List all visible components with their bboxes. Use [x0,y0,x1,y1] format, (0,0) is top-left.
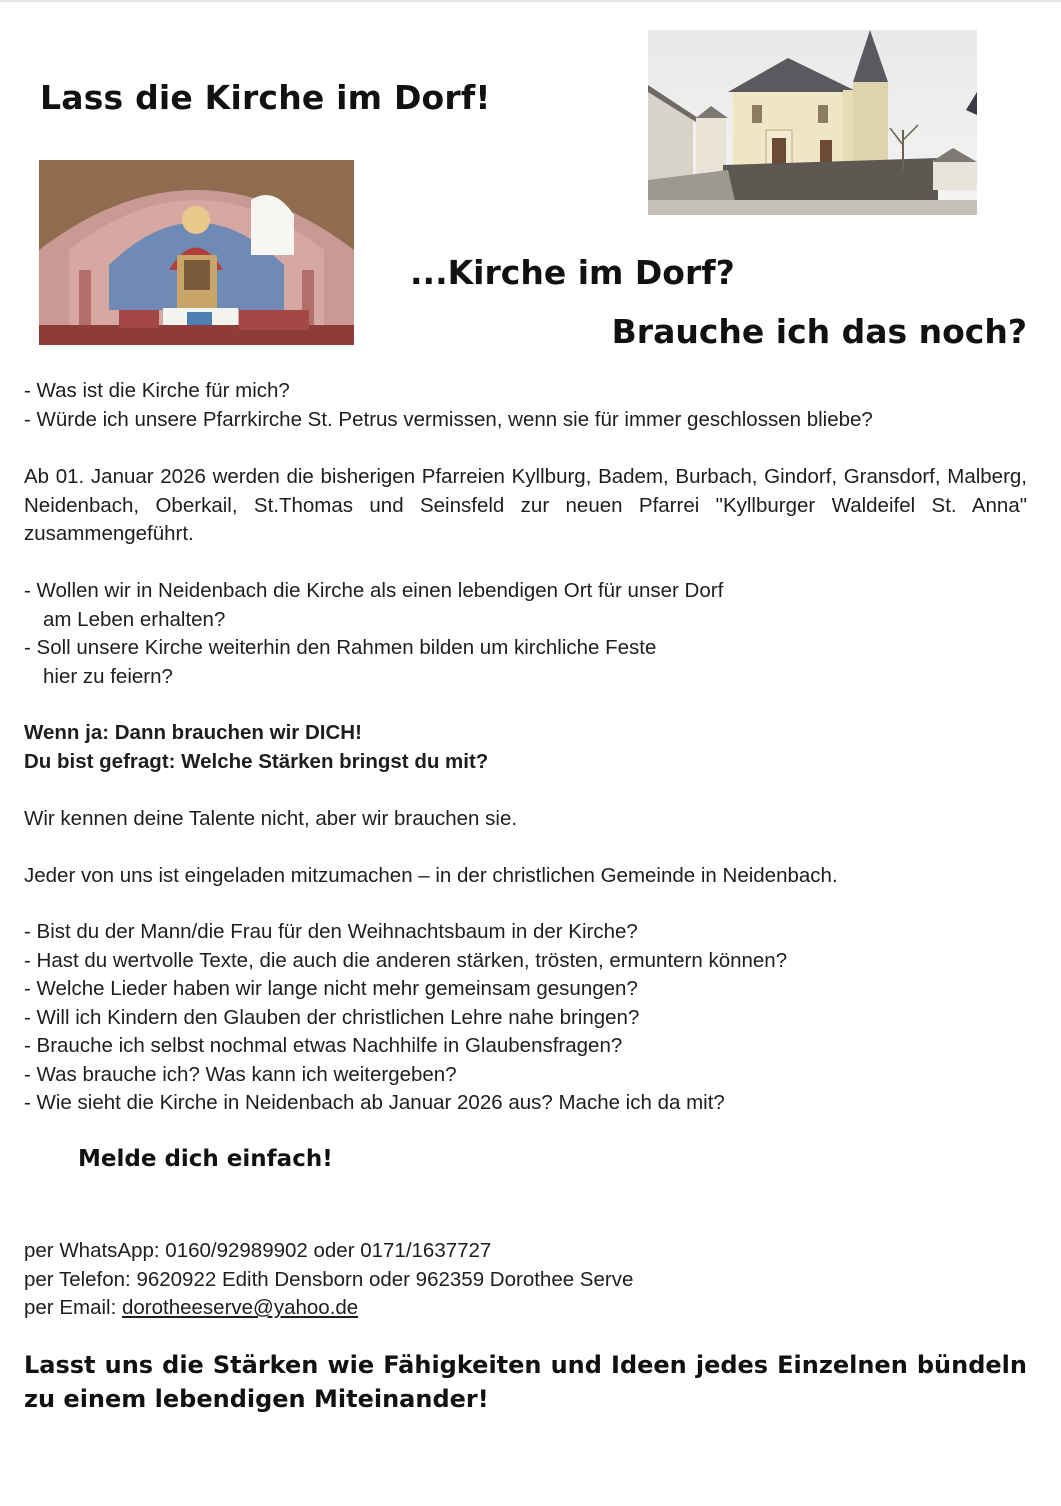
appeal-line-2: Du bist gefragt: Welche Stärken bringst du mit? [24,749,489,773]
village-question-2: - Soll unsere Kirche weiterhin den Rahmen bilden um kirchliche Feste [24,636,657,659]
village-question-1: - Wollen wir in Neidenbach die Kirche als einen lebendigen Ort für unser Dorf [24,579,724,602]
appeal [24,719,1027,776]
list-item: - Will ich Kindern den Glauben der christlichen Lehre nahe bringen? [24,1005,640,1029]
church-interior-photo [39,160,354,345]
top-divider [0,0,1061,2]
question-list [24,918,1027,1118]
invitation-line: Jeder von uns ist eingeladen mitzumachen – in der christlichen Gemeinde in Neidenbach. [24,864,838,887]
talents-line: Wir kennen deine Talente nicht, aber wir brauchen sie. [24,807,518,830]
list-item: - Was brauche ich? Was kann ich weitergeben? [24,1062,457,1086]
contact-whatsapp: per WhatsApp: 0160/92989902 oder 0171/1637727 [24,1239,492,1262]
contact-email-label: per Email: [24,1296,122,1319]
contact-email-row [24,1294,1027,1323]
intro-question: - Würde ich unsere Pfarrkirche St. Petrus vermissen, wenn sie für immer geschlossen bliebe? [24,407,873,431]
list-item: - Welche Lieder haben wir lange nicht mehr gemeinsam gesungen? [24,977,638,1000]
intro-question: - Was ist die Kirche für mich? [24,379,290,402]
list-item: - Brauche ich selbst nochmal etwas Nachhilfe in Glaubensfragen? [24,1034,623,1057]
closing-statement: Lasst uns die Stärken wie Fähigkeiten und Ideen jedes Einzelnen bündeln zu einem lebendigen Miteinander! [24,1351,1027,1413]
intro-questions [24,377,1027,434]
village-questions [24,577,1027,691]
subtitle-line-2: Brauche ich das noch? [611,312,1027,351]
village-question-1-cont: am Leben erhalten? [43,607,226,631]
invitation-text [24,862,1027,891]
subtitle-line-1: ...Kirche im Dorf? [410,253,735,292]
list-item: - Hast du wertvolle Texte, die auch die anderen stärken, trösten, ermuntern können? [24,948,788,972]
announcement-text: Ab 01. Januar 2026 werden die bisherigen Pfarreien Kyllburg, Badem, Burbach, Gindorf, Gransdorf, Malberg, Neidenbach, Oberkail, St.Thomas und Seinsfeld zur neuen Pfarrei "Kyllburger Waldeifel St. Anna" zusammengeführt. [24,465,1027,545]
church-exterior-photo [648,30,977,215]
list-item: - Wie sieht die Kirche in Neidenbach ab Januar 2026 aus? Mache ich da mit? [24,1091,725,1114]
merger-announcement [24,463,1027,549]
email-link[interactable]: dorotheeserve@yahoo.de [121,1296,359,1319]
talents-text [24,805,1027,834]
list-item: - Bist du der Mann/die Frau für den Weihnachtsbaum in der Kirche? [24,920,638,943]
page-title: Lass die Kirche im Dorf! [40,78,491,117]
call-to-action: Melde dich einfach! [78,1146,333,1172]
appeal-line-1: Wenn ja: Dann brauchen wir DICH! [24,721,362,744]
contact-info [24,1237,1027,1323]
village-question-2-cont: hier zu feiern? [43,664,173,688]
contact-phone: per Telefon: 9620922 Edith Densborn oder 962359 Dorothee Serve [24,1267,634,1291]
